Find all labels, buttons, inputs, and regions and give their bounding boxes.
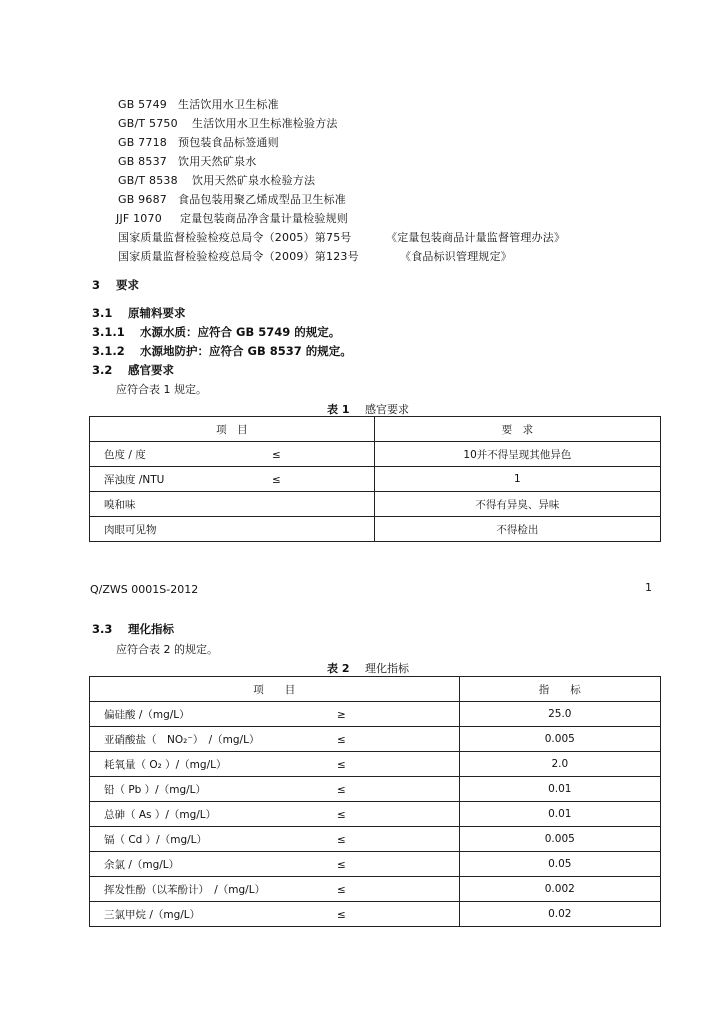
row-item: 嗅和味 bbox=[90, 492, 375, 517]
table-row bbox=[90, 517, 661, 542]
row-value: 0.002 bbox=[459, 877, 660, 902]
clause: 3.1.1 水源水质：应符合 GB 5749 的规定。 bbox=[92, 325, 341, 339]
table-row bbox=[90, 442, 661, 467]
table-caption: 表 2 理化指标 bbox=[327, 662, 409, 675]
row-item: 耗氧量（ O₂ ）/（mg/L） ≤ bbox=[90, 752, 460, 777]
header-requirement: 要 求 bbox=[374, 417, 660, 442]
row-value: 0.02 bbox=[459, 902, 660, 927]
row-value: 不得检出 bbox=[374, 517, 660, 542]
table-row bbox=[90, 752, 661, 777]
table-row bbox=[90, 802, 661, 827]
row-item: 三氯甲烷 /（mg/L） ≤ bbox=[90, 902, 460, 927]
row-value: 1 bbox=[374, 467, 660, 492]
reference-item: GB 9687 食品包装用聚乙烯成型品卫生标准 bbox=[118, 193, 346, 206]
table-row bbox=[90, 467, 661, 492]
row-value: 0.05 bbox=[459, 852, 660, 877]
reference-item: 国家质量监督检验检疫总局令（2009）第123号 《食品标识管理规定》 bbox=[118, 250, 512, 263]
row-item: 总砷（ As ）/（mg/L） ≤ bbox=[90, 802, 460, 827]
physicochemical-table bbox=[89, 676, 661, 927]
row-item: 色度 / 度 ≤ bbox=[90, 442, 375, 467]
page-number: 1 bbox=[645, 581, 652, 594]
section-body: 应符合表 1 规定。 bbox=[116, 383, 207, 396]
section-body: 应符合表 2 的规定。 bbox=[116, 643, 218, 656]
table-row bbox=[90, 852, 661, 877]
row-item: 挥发性酚（以苯酚计） /（mg/L） ≤ bbox=[90, 877, 460, 902]
row-item: 肉眼可见物 bbox=[90, 517, 375, 542]
row-value: 0.01 bbox=[459, 777, 660, 802]
section-heading: 3 要求 bbox=[92, 278, 139, 292]
reference-item: GB/T 5750 生活饮用水卫生标准检验方法 bbox=[118, 117, 338, 130]
row-value: 25.0 bbox=[459, 702, 660, 727]
reference-item: GB 7718 预包装食品标签通则 bbox=[118, 136, 279, 149]
row-value: 2.0 bbox=[459, 752, 660, 777]
header-item: 项 目 bbox=[90, 417, 375, 442]
sensory-table bbox=[89, 416, 661, 542]
table-row bbox=[90, 877, 661, 902]
row-value: 0.005 bbox=[459, 727, 660, 752]
row-value: 不得有异臭、异味 bbox=[374, 492, 660, 517]
section-heading: 3.1 原辅料要求 bbox=[92, 306, 186, 320]
table-caption: 表 1 感官要求 bbox=[327, 403, 409, 416]
reference-item: JJF 1070 定量包装商品净含量计量检验规则 bbox=[116, 212, 348, 225]
row-item: 偏硅酸 /（mg/L） ≥ bbox=[90, 702, 460, 727]
document-code: Q/ZWS 0001S-2012 bbox=[90, 583, 199, 596]
reference-item: GB/T 8538 饮用天然矿泉水检验方法 bbox=[118, 174, 316, 187]
row-item: 浑浊度 /NTU ≤ bbox=[90, 467, 375, 492]
clause: 3.1.2 水源地防护：应符合 GB 8537 的规定。 bbox=[92, 344, 352, 358]
header-item: 项 目 bbox=[90, 677, 460, 702]
row-item: 余氯 /（mg/L） ≤ bbox=[90, 852, 460, 877]
table-row bbox=[90, 492, 661, 517]
section-heading: 3.3 理化指标 bbox=[92, 622, 174, 636]
reference-item: 国家质量监督检验检疫总局令（2005）第75号 《定量包装商品计量监督管理办法》 bbox=[118, 231, 566, 244]
table-row bbox=[90, 702, 661, 727]
row-value: 0.01 bbox=[459, 802, 660, 827]
table-header-row bbox=[90, 677, 661, 702]
row-item: 亚硝酸盐（ NO₂⁻） /（mg/L） ≤ bbox=[90, 727, 460, 752]
row-value: 0.005 bbox=[459, 827, 660, 852]
table-header-row bbox=[90, 417, 661, 442]
header-index: 指 标 bbox=[459, 677, 660, 702]
reference-item: GB 5749 生活饮用水卫生标准 bbox=[118, 98, 279, 111]
row-value: 10并不得呈现其他异色 bbox=[374, 442, 660, 467]
row-item: 铅（ Pb ）/（mg/L） ≤ bbox=[90, 777, 460, 802]
table-row bbox=[90, 827, 661, 852]
reference-item: GB 8537 饮用天然矿泉水 bbox=[118, 155, 257, 168]
row-item: 镉（ Cd ）/（mg/L） ≤ bbox=[90, 827, 460, 852]
table-row bbox=[90, 777, 661, 802]
table-row bbox=[90, 902, 661, 927]
section-heading: 3.2 感官要求 bbox=[92, 363, 174, 377]
table-row bbox=[90, 727, 661, 752]
